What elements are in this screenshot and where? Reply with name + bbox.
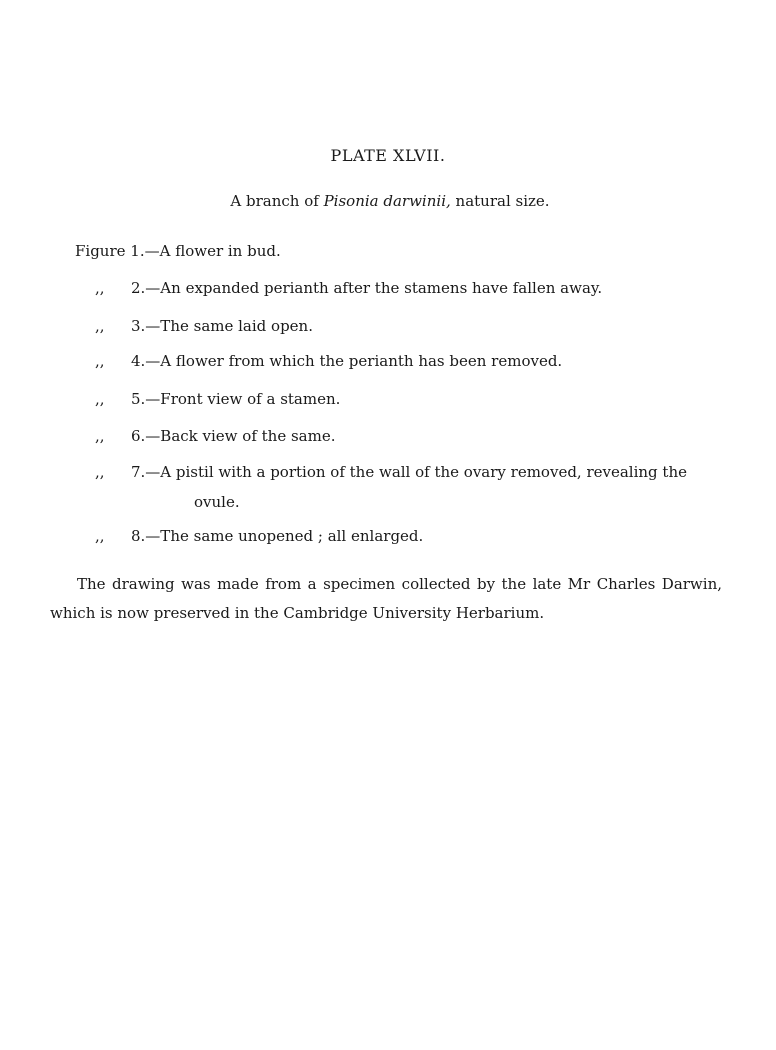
- figure-caption-text: 7.—A pistil with a portion of the wall of the ovary removed, revealing the: [131, 463, 687, 481]
- figure-caption-3: [95, 317, 313, 335]
- specimen-note-line-2: which is now preserved in the Cambridge University Herbarium.: [50, 604, 545, 622]
- figure-caption-text: 4.—A flower from which the perianth has been removed.: [131, 352, 563, 370]
- figure-caption-1: Figure 1.—A flower in bud.: [75, 242, 281, 260]
- figure-caption-continuation: ovule.: [194, 493, 240, 511]
- ditto-mark: ,,: [95, 279, 105, 297]
- ditto-mark: ,,: [95, 317, 105, 335]
- figure-caption-2: [95, 279, 602, 297]
- plate-title: PLATE XLVII.: [330, 146, 446, 165]
- figure-caption-5: [95, 390, 340, 408]
- specimen-note: [50, 570, 722, 628]
- figure-caption-8: [95, 527, 423, 545]
- species-name: Pisonia darwinii,: [323, 192, 451, 210]
- ditto-mark: ,,: [95, 527, 105, 545]
- specimen-note-line-1: The drawing was made from a specimen collected by the late Mr Charles Darwin,: [77, 575, 722, 593]
- figure-caption-text: 8.—The same unopened ; all enlarged.: [131, 527, 424, 545]
- plate-subtitle: [0, 192, 776, 210]
- subtitle-suffix: natural size.: [450, 192, 550, 210]
- figure-caption-text: 6.—Back view of the same.: [131, 427, 336, 445]
- figure-caption-6: [95, 427, 336, 445]
- ditto-mark: ,,: [95, 390, 105, 408]
- figure-caption-4: [95, 352, 562, 370]
- figure-caption-7: [95, 463, 725, 511]
- figure-caption-text: 2.—An expanded perianth after the stamens have fallen away.: [131, 279, 603, 297]
- ditto-mark: ,,: [95, 352, 105, 370]
- figure-caption-text: 3.—The same laid open.: [131, 317, 313, 335]
- subtitle-prefix: A branch of: [230, 192, 324, 210]
- figure-caption-text: 5.—Front view of a stamen.: [131, 390, 341, 408]
- ditto-mark: ,,: [95, 427, 105, 445]
- ditto-mark: ,,: [95, 463, 105, 481]
